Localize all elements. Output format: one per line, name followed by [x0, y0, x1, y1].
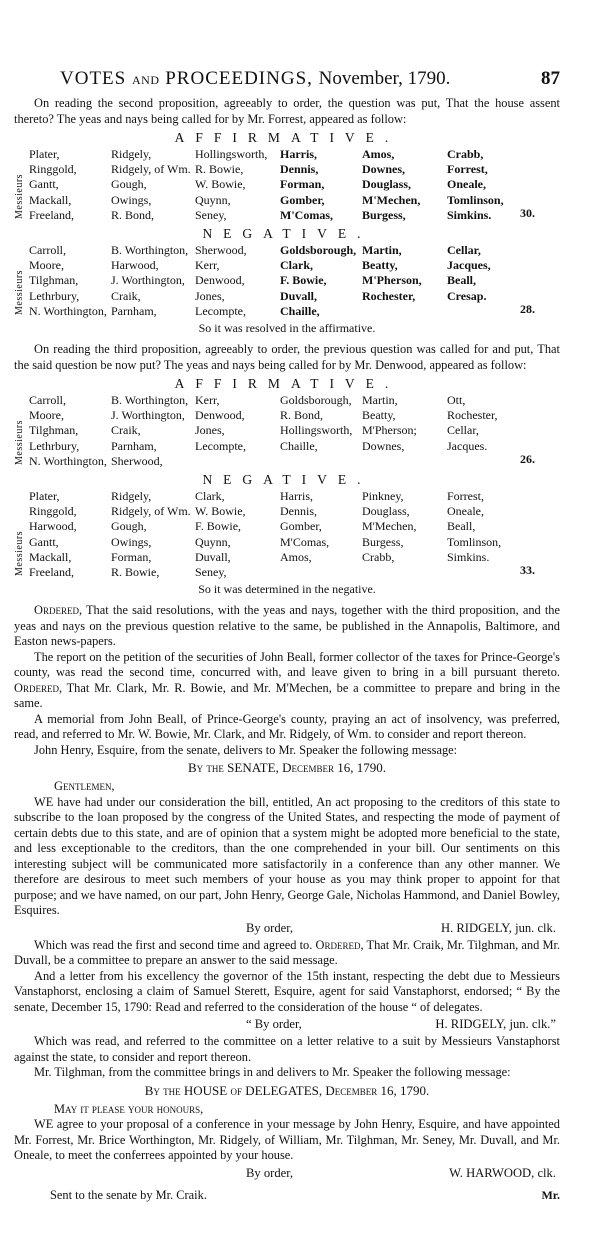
vote2-negative-block — [14, 489, 560, 580]
member-name: Jones, — [195, 288, 225, 303]
name-column — [280, 243, 362, 319]
member-name: Burgess, — [362, 207, 406, 222]
member-name: Plater, — [29, 147, 60, 161]
member-name: Forrest, — [447, 489, 484, 504]
vote1-negative-total: 28. — [520, 302, 535, 317]
member-name: Douglass, — [362, 504, 410, 519]
member-name: Parnham, — [111, 438, 157, 453]
vote2-negative-messieurs: Messieurs — [14, 531, 25, 577]
signature-row-1 — [14, 920, 560, 936]
house-heading: By the HOUSE of DELEGATES, December 16, 1790. — [144, 1082, 430, 1098]
vote1-affirmative-names — [29, 147, 520, 223]
by-order-2: “ By order, — [246, 1017, 302, 1032]
member-name: Pinkney, — [362, 489, 404, 504]
sent-row — [14, 1187, 560, 1203]
honours-salutation: May it please your honours, — [54, 1101, 204, 1116]
senate-heading: By the SENATE, December 16, 1790. — [188, 760, 386, 776]
member-name: Gantt, — [29, 177, 59, 192]
member-name: Harris, — [280, 147, 317, 161]
member-name: Beatty, — [362, 408, 396, 423]
member-name: Gough, — [111, 177, 147, 192]
member-name: Ridgely, — [111, 489, 152, 504]
member-name: Hollingsworth, — [195, 147, 268, 161]
name-column — [362, 147, 447, 223]
member-name: Cellar, — [447, 423, 479, 438]
member-name: Ridgely, of Wm. — [111, 162, 191, 177]
member-name: Chaille, — [280, 438, 318, 453]
member-name: Oneale, — [447, 177, 486, 192]
by-order-3: By order, — [246, 1165, 294, 1180]
vote2-negative-names — [29, 489, 520, 580]
member-name: Ringgold, — [29, 504, 77, 519]
name-column — [111, 147, 195, 223]
vote1-result: So it was resolved in the affirmative. — [198, 321, 376, 336]
member-name: M'Mechen, — [362, 192, 421, 207]
which-read-a: Which was read the first and second time and agreed to. — [34, 937, 313, 952]
member-name: Crabb, — [362, 549, 395, 564]
name-column — [362, 489, 447, 580]
member-name: Chaille, — [280, 303, 320, 318]
vote1-affirmative-block — [14, 147, 560, 223]
referred-paragraph: Which was read, and referred to the committee on a letter relative to a suit by Messieurs Vanstaphorst against the state, to consider and report thereon. — [14, 1034, 560, 1064]
member-name: Forrest, — [447, 162, 488, 177]
member-name: J. Worthington, — [111, 273, 185, 288]
member-name: Rochester, — [362, 288, 416, 303]
which-ordered-word: Ordered, — [315, 937, 364, 952]
vote2-affirmative-names — [29, 393, 520, 469]
member-name: Moore, — [29, 408, 64, 423]
catchword: Mr. — [541, 1187, 560, 1202]
member-name: M'Mechen, — [362, 519, 417, 534]
vote1-affirmative-messieurs: Messieurs — [14, 173, 25, 220]
name-column — [29, 489, 111, 580]
vote2-affirmative-total: 26. — [520, 452, 535, 467]
member-name: Tomlinson, — [447, 192, 504, 207]
member-name: Amos, — [280, 549, 312, 564]
member-name: Freeland, — [29, 565, 74, 580]
running-head-row — [14, 68, 560, 90]
member-name: Beall, — [447, 519, 476, 534]
name-column — [447, 243, 519, 319]
report-paragraph — [14, 650, 560, 712]
member-name: Hollingsworth, — [280, 423, 353, 438]
name-column — [29, 393, 111, 469]
member-name: Craik, — [111, 288, 141, 303]
name-column — [111, 393, 195, 469]
member-name: Jacques, — [447, 258, 491, 273]
signature-row-2 — [14, 1016, 560, 1032]
name-column — [195, 489, 280, 580]
member-name: Seney, — [195, 565, 227, 580]
which-read-b: That Mr. Craik, Mr. Tilghman, and Mr. Duvall, be a committee to prepare an answer to the said message. — [14, 937, 561, 968]
member-name: Seney, — [195, 207, 227, 222]
member-name: Sherwood, — [195, 243, 247, 258]
member-name: Rochester, — [447, 408, 498, 423]
member-name: Quynn, — [195, 192, 231, 207]
member-name: Simkins. — [447, 549, 490, 564]
member-name: M'Comas, — [280, 207, 333, 222]
member-name: N. Worthington, — [29, 453, 107, 468]
name-column — [280, 489, 362, 580]
member-name: Oneale, — [447, 504, 484, 519]
member-name: Gomber, — [280, 519, 322, 534]
member-name: Lethrbury, — [29, 288, 80, 303]
name-column — [447, 393, 519, 469]
ordered-paragraph — [14, 603, 560, 650]
tilghman-paragraph: Mr. Tilghman, from the committee brings in and delivers to Mr. Speaker the following message: — [34, 1065, 511, 1080]
name-column — [29, 243, 111, 319]
member-name: B. Worthington, — [111, 243, 189, 258]
member-name: F. Bowie, — [280, 273, 327, 288]
running-head — [60, 68, 450, 90]
henry-paragraph: John Henry, Esquire, from the senate, delivers to Mr. Speaker the following message: — [34, 742, 458, 757]
member-name: Parnham, — [111, 303, 157, 318]
member-name: Clark, — [195, 489, 225, 504]
member-name: W. Bowie, — [195, 177, 246, 192]
signature-row-3 — [14, 1165, 560, 1181]
vote2-negative-heading: NEGATIVE. — [202, 472, 372, 488]
vote1-affirmative-total: 30. — [520, 206, 535, 221]
title-votes: VOTES — [60, 68, 127, 89]
member-name: Ridgely, of Wm. — [111, 504, 191, 519]
house-message: WE agree to your proposal of a conference in your message by John Henry, Esquire, and have appointed Mr. Forrest, Mr. Brice Worthington, Mr. Ridgely, of William, Mr. Tilghman, Mr. Seney, Mr. Duvall, and Mr. Oneale, to meet the conferrees appointed by your house. — [14, 1117, 560, 1163]
member-name: J. Worthington, — [111, 408, 185, 423]
member-name: Ott, — [447, 393, 466, 408]
name-column — [447, 147, 519, 223]
member-name: Kerr, — [195, 258, 220, 273]
page-number: 87 — [541, 68, 560, 89]
member-name: Clark, — [280, 258, 313, 273]
senate-message: WE have had under our consideration the bill, entitled, An act proposing to the creditors of this state to subscribe to the loan proposed by the congress of the United States, and respecting the mode of payment of certain debts due to this state, and are of opinion that a system might be adopted more beneficial to the state, and less exceptionable to the creditors, than the one comprehended in your bill. Our sentiments on this interesting subject will be communicated more satisfactorily in a conference than any other manner. We therefore are desirous to meet such members of your house as you may think proper to appoint for that purpose; and we have named, on our part, John Henry, George Gale, Nicholas Hammond, and Daniel Bowley, Esquires. — [14, 794, 560, 918]
member-name: Douglass, — [362, 177, 412, 192]
member-name: Cresap. — [447, 288, 487, 303]
vote2-affirmative-heading: AFFIRMATIVE. — [174, 376, 400, 392]
member-name: Harwood, — [29, 519, 77, 534]
vote1-negative-names — [29, 243, 520, 319]
name-column — [29, 147, 111, 223]
vote2-intro: On reading the third proposition, agreeably to order, the previous question was called for and put, That the said question be now put? The yeas and nays being called for by Mr. Denwood, appeared as follow: — [14, 342, 560, 372]
member-name: F. Bowie, — [195, 519, 242, 534]
name-column — [195, 243, 280, 319]
report-text-a: The report on the petition of the securities of John Beall, former collector of the taxes for Prince-George's county, was read the second time, concurred with, and leave given to bring in a bill pursuant thereto. — [14, 649, 560, 680]
title-and: AND — [131, 73, 160, 87]
member-name: Jones, — [195, 423, 225, 438]
member-name: Tomlinson, — [447, 534, 502, 549]
vote1-negative-messieurs: Messieurs — [14, 269, 25, 316]
name-column — [447, 489, 519, 580]
ordered-text: That the said resolutions, with the yeas and nays, together with the third proposition, and the yeas and nays on the previous question relative to the same, be published in the Annapolis, Baltimore, and Easton news-papers. — [14, 603, 560, 649]
member-name: Ridgely, — [111, 147, 152, 161]
memorial-paragraph: A memorial from John Beall, of Prince-George's county, praying an act of insolvency, was preferred, read, and referred to Mr. W. Bowie, Mr. Clark, and Mr. Ridgely, of Wm. to consider and report thereon. — [14, 711, 560, 742]
member-name: Harris, — [280, 489, 313, 504]
name-column — [280, 147, 362, 223]
member-name: Beatty, — [362, 258, 398, 273]
member-name: Jacques. — [447, 438, 488, 453]
member-name: N. Worthington, — [29, 303, 107, 318]
member-name: Freeland, — [29, 207, 74, 222]
member-name: Lethrbury, — [29, 438, 80, 453]
by-order-1: By order, — [246, 920, 294, 935]
vote1-negative-heading: NEGATIVE. — [202, 226, 372, 242]
member-name: Martin, — [362, 393, 398, 408]
name-column — [111, 243, 195, 319]
member-name: Dennis, — [280, 504, 317, 519]
report-ordered-word: Ordered, — [14, 680, 63, 695]
member-name: Downes, — [362, 438, 405, 453]
vote2-affirmative-messieurs: Messieurs — [14, 419, 25, 466]
member-name: R. Bowie, — [111, 565, 160, 580]
member-name: Denwood, — [195, 408, 245, 423]
member-name: Dennis, — [280, 162, 319, 177]
name-column — [362, 243, 447, 319]
member-name: R. Bond, — [280, 408, 324, 423]
report-text-b: That Mr. Clark, Mr. R. Bowie, and Mr. M'Mechen, be a committee to prepare and bring in the same. — [14, 680, 560, 711]
member-name: Owings, — [111, 192, 152, 207]
member-name: Denwood, — [195, 273, 245, 288]
vote2-result: So it was determined in the negative. — [198, 582, 376, 597]
vote1-affirmative-heading: AFFIRMATIVE. — [174, 130, 400, 145]
member-name: Gantt, — [29, 534, 59, 549]
member-name: Lecompte, — [195, 438, 246, 453]
member-name: M'Pherson, — [362, 273, 422, 288]
signature-ridgely-1: H. RIDGELY, jun. clk. — [441, 920, 556, 935]
title-proceedings: PROCEEDINGS, — [165, 68, 313, 89]
member-name: Carroll, — [29, 393, 66, 408]
title-date: November, 1790. — [318, 68, 451, 89]
member-name: Carroll, — [29, 243, 66, 258]
vote2-negative-total: 33. — [520, 563, 535, 578]
member-name: Burgess, — [362, 534, 404, 549]
vote1-intro: On reading the second proposition, agreeably to order, the question was put, That the house assent thereto? The yeas and nays being called for by Mr. Forrest, appeared as follow: — [14, 96, 560, 126]
member-name: R. Bond, — [111, 207, 155, 222]
member-name: Ringgold, — [29, 162, 77, 177]
member-name: Quynn, — [195, 534, 231, 549]
vote2-affirmative-block — [14, 393, 560, 469]
letter-paragraph: And a letter from his excellency the governor of the 15th instant, respecting the debt due to Messieurs Vanstaphorst, enclosing a claim of Samuel Sterett, Esquire, agent for said Vanstaphorst, endorsed; “ By the senate, December 15, 1790: Read and referred to the consideration of the house “ of delegates. — [14, 968, 560, 1014]
member-name: Crabb, — [447, 147, 484, 161]
member-name: Downes, — [362, 162, 406, 177]
member-name: Simkins. — [447, 207, 492, 222]
member-name: Tilghman, — [29, 423, 79, 438]
member-name: M'Pherson; — [362, 423, 417, 438]
sent-to-senate: Sent to the senate by Mr. Craik. — [50, 1187, 207, 1202]
ordered-word: Ordered, — [34, 603, 83, 618]
member-name: Gomber, — [280, 192, 325, 207]
member-name: Owings, — [111, 534, 152, 549]
member-name: W. Bowie, — [195, 504, 246, 519]
member-name: Sherwood, — [111, 453, 163, 468]
name-column — [362, 393, 447, 469]
member-name: Duvall, — [195, 549, 231, 564]
gentlemen-salutation: Gentlemen, — [54, 779, 115, 794]
member-name: Duvall, — [280, 288, 318, 303]
member-name: Lecompte, — [195, 303, 246, 318]
member-name: Cellar, — [447, 243, 481, 258]
member-name: R. Bowie, — [195, 162, 244, 177]
member-name: Martin, — [362, 243, 402, 258]
member-name: Amos, — [362, 147, 395, 161]
member-name: Mackall, — [29, 192, 72, 207]
member-name: Kerr, — [195, 393, 220, 408]
vote1-negative-block — [14, 243, 560, 319]
name-column — [195, 393, 280, 469]
member-name: Forman, — [111, 549, 152, 564]
member-name: Plater, — [29, 489, 60, 504]
member-name: Forman, — [280, 177, 325, 192]
member-name: Beall, — [447, 273, 476, 288]
name-column — [280, 393, 362, 469]
member-name: Harwood, — [111, 258, 159, 273]
member-name: Gough, — [111, 519, 147, 534]
member-name: Goldsborough, — [280, 243, 357, 258]
member-name: B. Worthington, — [111, 393, 189, 408]
member-name: M'Comas, — [280, 534, 330, 549]
member-name: Mackall, — [29, 549, 72, 564]
signature-harwood: W. HARWOOD, clk. — [449, 1165, 556, 1180]
member-name: Moore, — [29, 258, 64, 273]
member-name: Goldsborough, — [280, 393, 352, 408]
member-name: Tilghman, — [29, 273, 79, 288]
signature-ridgely-2: H. RIDGELY, jun. clk.” — [435, 1017, 556, 1032]
which-read-paragraph — [14, 938, 560, 969]
name-column — [195, 147, 280, 223]
name-column — [111, 489, 195, 580]
member-name: Craik, — [111, 423, 141, 438]
